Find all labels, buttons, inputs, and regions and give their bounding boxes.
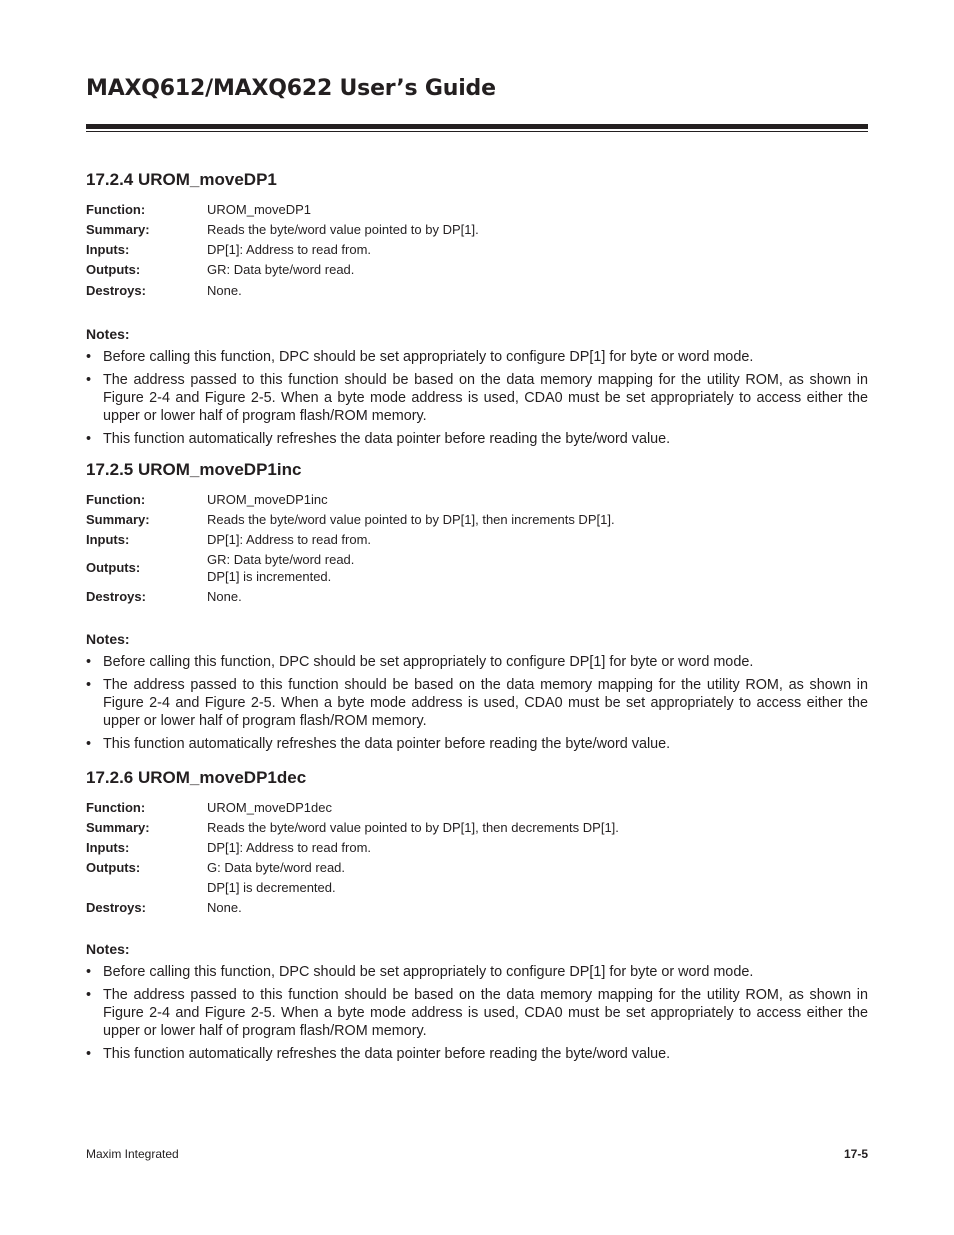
property-value: G: Data byte/word read. <box>207 859 346 875</box>
property-value: None. <box>207 282 242 298</box>
property-label: Outputs: <box>86 560 141 575</box>
property-label: Summary: <box>86 819 150 835</box>
section-urom-movedp1dec <box>86 767 868 1068</box>
property-value: UROM_moveDP1 <box>207 201 312 217</box>
property-row-inputs <box>86 837 868 857</box>
section-urom-movedp1inc <box>86 459 868 758</box>
document-title: MAXQ612/MAXQ622 User’s Guide <box>86 76 496 101</box>
property-row-inputs <box>86 529 868 549</box>
bullet-icon: • <box>86 736 92 752</box>
property-table <box>86 797 868 917</box>
property-row-inputs <box>86 239 868 259</box>
property-value: DP[1]: Address to read from. <box>207 839 372 855</box>
property-label: Destroys: <box>86 282 146 298</box>
property-row-outputs <box>86 259 868 280</box>
note-item <box>86 1045 868 1063</box>
property-label: Destroys: <box>86 899 146 915</box>
property-row-function <box>86 199 868 219</box>
section-urom-movedp1 <box>86 169 868 453</box>
header-rule-thick <box>86 124 868 129</box>
note-item <box>86 348 868 366</box>
property-value: UROM_moveDP1dec <box>207 799 332 815</box>
property-label: Summary: <box>86 511 150 527</box>
footer-company: Maxim Integrated <box>86 1147 179 1161</box>
note-text: This function automatically refreshes the data pointer before reading the byte/word value. <box>103 736 671 752</box>
bullet-icon: • <box>86 987 92 1003</box>
property-row-summary <box>86 219 868 239</box>
property-row-outputs <box>86 549 868 586</box>
section-heading: 17.2.5 UROM_moveDP1inc <box>86 460 302 479</box>
note-text: Before calling this function, DPC should be set appropriately to configure DP[1] for byte or word mode. <box>103 349 754 365</box>
bullet-icon: • <box>86 431 92 447</box>
property-value: None. <box>207 899 242 915</box>
note-item <box>86 371 868 425</box>
property-label: Function: <box>86 491 146 507</box>
footer-page-number: 17-5 <box>843 1147 868 1161</box>
property-label: Summary: <box>86 221 150 237</box>
property-table <box>86 489 868 607</box>
property-value: GR: Data byte/word read. <box>207 551 355 567</box>
section-heading: 17.2.4 UROM_moveDP1 <box>86 170 277 189</box>
notes-list <box>86 653 868 753</box>
property-label: Destroys: <box>86 589 146 604</box>
property-value: DP[1]: Address to read from. <box>207 241 372 257</box>
property-label: Inputs: <box>86 531 130 547</box>
note-text: This function automatically refreshes the data pointer before reading the byte/word value. <box>103 1046 671 1062</box>
note-item <box>86 735 868 753</box>
note-item <box>86 963 868 981</box>
bullet-icon: • <box>86 349 92 365</box>
property-row-function <box>86 489 868 509</box>
property-value: Reads the byte/word value pointed to by DP[1]. <box>207 221 479 237</box>
property-row-summary <box>86 817 868 837</box>
bullet-icon: • <box>86 1046 92 1062</box>
property-table <box>86 199 868 300</box>
note-text: The address passed to this function should be based on the data memory mapping for the utility ROM, as shown in Figure 2-4 and Figure 2-5. When a byte mode address is used, CDA0 must be set appropriately to access either the upper or lower half of program flash/ROM memory. <box>103 987 868 1039</box>
bullet-icon: • <box>86 964 92 980</box>
bullet-icon: • <box>86 372 92 388</box>
note-item <box>86 653 868 671</box>
property-value: DP[1] is incremented. <box>207 568 332 584</box>
note-item <box>86 986 868 1040</box>
header-rule-thin <box>86 131 868 132</box>
property-row-outputs-continued <box>86 877 868 897</box>
property-value: None. <box>207 589 242 604</box>
property-label: Outputs: <box>86 859 141 875</box>
notes-label: Notes: <box>86 631 130 647</box>
property-value: UROM_moveDP1inc <box>207 491 328 507</box>
property-label: Function: <box>86 799 146 815</box>
note-text: Before calling this function, DPC should be set appropriately to configure DP[1] for byte or word mode. <box>103 654 754 670</box>
notes-list <box>86 963 868 1063</box>
notes-label: Notes: <box>86 326 130 342</box>
property-value: GR: Data byte/word read. <box>207 262 355 277</box>
note-text: The address passed to this function should be based on the data memory mapping for the utility ROM, as shown in Figure 2-4 and Figure 2-5. When a byte mode address is used, CDA0 must be set appropriately to access either the upper or lower half of program flash/ROM memory. <box>103 372 868 424</box>
notes-list <box>86 348 868 448</box>
bullet-icon: • <box>86 654 92 670</box>
property-label: Inputs: <box>86 839 130 855</box>
property-row-summary <box>86 509 868 529</box>
property-row-destroys <box>86 897 868 917</box>
section-heading: 17.2.6 UROM_moveDP1dec <box>86 768 307 787</box>
note-item <box>86 676 868 730</box>
property-row-destroys <box>86 586 868 607</box>
property-label: Inputs: <box>86 241 130 257</box>
property-label: Function: <box>86 201 146 217</box>
notes-label: Notes: <box>86 941 130 957</box>
property-value: DP[1] is decremented. <box>207 879 336 895</box>
property-row-outputs <box>86 857 868 877</box>
note-text: Before calling this function, DPC should be set appropriately to configure DP[1] for byte or word mode. <box>103 964 754 980</box>
bullet-icon: • <box>86 677 92 693</box>
property-row-destroys <box>86 280 868 300</box>
property-value: Reads the byte/word value pointed to by DP[1], then increments DP[1]. <box>207 511 615 527</box>
note-text: This function automatically refreshes the data pointer before reading the byte/word value. <box>103 431 671 447</box>
note-item <box>86 430 868 448</box>
note-text: The address passed to this function should be based on the data memory mapping for the utility ROM, as shown in Figure 2-4 and Figure 2-5. When a byte mode address is used, CDA0 must be set appropriately to access either the upper or lower half of program flash/ROM memory. <box>103 677 868 729</box>
property-label: Outputs: <box>86 262 141 277</box>
property-value: DP[1]: Address to read from. <box>207 531 372 547</box>
property-value: Reads the byte/word value pointed to by DP[1], then decrements DP[1]. <box>207 819 619 835</box>
property-row-function <box>86 797 868 817</box>
